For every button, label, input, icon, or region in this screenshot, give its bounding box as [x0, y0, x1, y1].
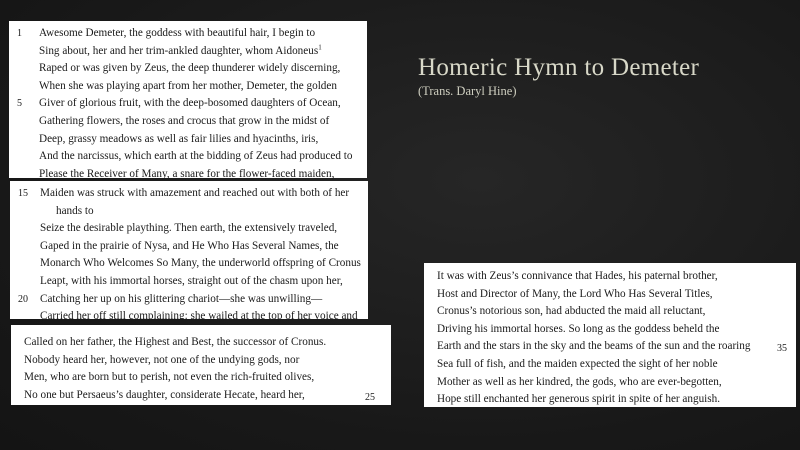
- passage-line: Nobody heard her, however, not one of the undying gods, nor: [24, 353, 300, 366]
- passage-line: 20 Catching her up on his glittering chariot—she was unwilling—: [40, 291, 368, 309]
- line-number: 20: [18, 293, 28, 305]
- passage-line: Sing about, her and her trim-ankled daughter, whom Aidoneus$^1$: [39, 42, 322, 57]
- passage-line: Sea full of fish, and the maiden expected the sight of her noble: [437, 357, 718, 370]
- passage-line: Monarch Who Welcomes So Many, the underworld offspring of Cronus: [40, 257, 361, 270]
- line-number: 5: [17, 98, 22, 110]
- passage-line: Gathering flowers, the roses and crocus that grow in the midst of: [39, 114, 330, 127]
- passage-panel-1: [9, 21, 367, 178]
- passage-line: And the narcissus, which earth at the bidding of Zeus had produced to: [39, 150, 353, 163]
- passage-line: Driving his immortal horses. So long as the goddess beheld the: [437, 322, 720, 335]
- passage-line: Men, who are born but to perish, not even the rich-fruited olives,: [24, 371, 315, 384]
- passage-line: 15 Maiden was struck with amazement and reached out with both of her: [40, 185, 368, 203]
- passage-line: Mother as well as her kindred, the gods, who are ever-begotten,: [437, 375, 722, 388]
- passage-line: hands to: [56, 204, 94, 217]
- passage-line: No one but Persaeus’s daughter, considerate Hecate, heard her, 25: [24, 387, 391, 405]
- footnote-mark: 1: [318, 42, 322, 51]
- passage-line: Deep, grassy meadows as well as fair lilies and hyacinths, iris,: [39, 132, 319, 145]
- line-number: 15: [18, 188, 28, 199]
- passage-line: Please the Receiver of Many, a snare for the flower-faced maiden,: [39, 167, 335, 180]
- title-block: [418, 53, 699, 99]
- passage-line: Called on her father, the Highest and Best, the successor of Cronus.: [24, 336, 327, 348]
- passage-line: Leapt, with his immortal horses, straight out of the chasm upon her,: [40, 274, 343, 287]
- passage-line: Cronus’s notorious son, had abducted the maid all reluctant,: [437, 305, 706, 318]
- passage-line: Host and Director of Many, the Lord Who Has Several Titles,: [437, 287, 713, 300]
- passage-line: Gaped in the prairie of Nysa, and He Who Has Several Names, the: [40, 239, 339, 252]
- line-number: 25: [365, 391, 375, 403]
- passage-panel-4: [424, 263, 796, 407]
- passage-line: Carried her off still complaining: she wailed at the top of her voice and: [40, 310, 358, 323]
- line-number: 1: [17, 28, 22, 39]
- passage-line: Raped or was given by Zeus, the deep thunderer widely discerning,: [39, 62, 341, 75]
- slide-subtitle: (Trans. Daryl Hine): [418, 84, 517, 98]
- passage-line: 5 Giver of glorious fruit, with the deep-bosomed daughters of Ocean,: [39, 95, 367, 113]
- passage-line: When she was playing apart from her mother, Demeter, the golden: [39, 79, 337, 92]
- passage-panel-2: [10, 181, 368, 323]
- passage-line: Hope still enchanted her generous spirit in spite of her anguish.: [437, 393, 721, 406]
- passage-panel-3: [11, 325, 391, 405]
- passage-line: 1 Awesome Demeter, the goddess with beautiful hair, I begin to: [39, 25, 367, 43]
- line-number: 35: [777, 343, 787, 355]
- passage-line: Seize the desirable plaything. Then earth, the extensively traveled,: [40, 222, 338, 235]
- passage-line: It was with Zeus’s connivance that Hades, his paternal brother,: [437, 270, 718, 282]
- slide-title: Homeric Hymn to Demeter: [418, 54, 700, 81]
- passage-line: Earth and the stars in the sky and the beams of the sun and the roaring 35: [437, 338, 796, 356]
